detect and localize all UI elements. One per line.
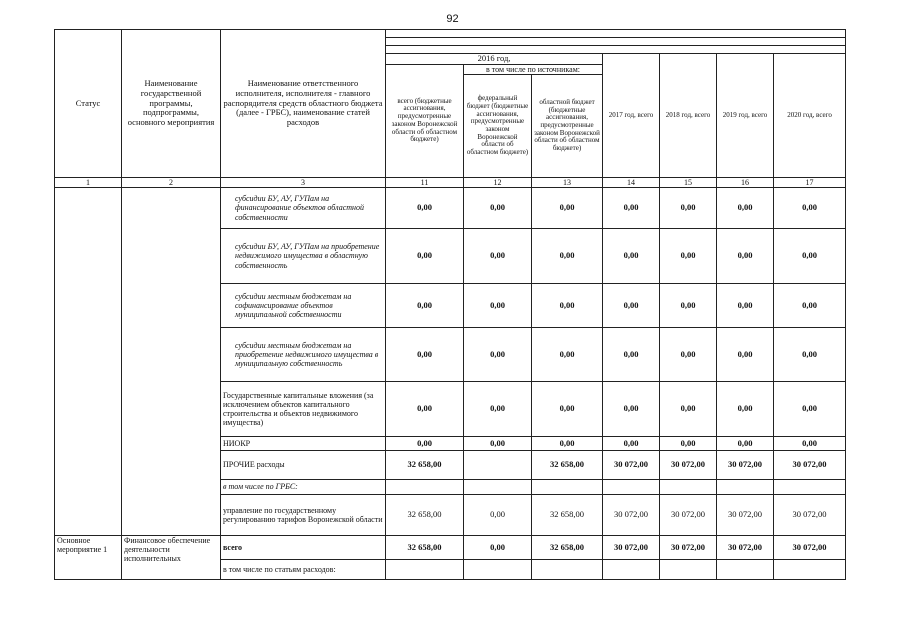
cell-value: 30 072,00 [717,535,774,559]
cell-value: 0,00 [717,381,774,436]
cell-value: 30 072,00 [717,494,774,535]
header-blank-row-2 [386,38,846,46]
cell-value [717,559,774,579]
cell-value: 0,00 [717,436,774,450]
cell-value: 0,00 [603,228,660,283]
cell-value: 32 658,00 [532,494,603,535]
cell-value: 30 072,00 [774,450,846,479]
row-label: Государственные капитальные вложения (за исключением объектов капитального строительства и объектов недвижимого имущества) [221,381,386,436]
cell-value: 0,00 [660,327,717,381]
cell-value: 30 072,00 [603,535,660,559]
cell-value: 32 658,00 [532,450,603,479]
main-event-total-row [55,535,846,559]
cell-value: 30 072,00 [660,535,717,559]
cell-value: 0,00 [532,327,603,381]
cell-value: 0,00 [386,187,464,228]
colnum: 17 [774,177,846,187]
row-label: субсидии местным бюджетам на софинансирование объектов муниципальной собственности [221,283,386,327]
cell-value: 0,00 [386,381,464,436]
cell-value: 0,00 [386,436,464,450]
cell-value: 30 072,00 [774,494,846,535]
header-federal: федеральный бюджет (бюджетные ассигнования, предусмотренные законом Воронежской области об областном бюджете) [464,74,532,177]
cell-value: 0,00 [717,327,774,381]
status-cell-empty [55,187,122,535]
header-executor: Наименование ответственного исполнителя, исполнителя - главного распорядителя средств областного бюджета (далее - ГРБС), наименование статей расходов [221,30,386,178]
cell-value: 0,00 [774,381,846,436]
cell-value: 0,00 [717,283,774,327]
cell-value: 0,00 [464,535,532,559]
cell-value: 0,00 [774,327,846,381]
cell-value: 0,00 [464,327,532,381]
row-label: в том числе по статьям расходов: [221,559,386,579]
cell-value: 0,00 [464,228,532,283]
colnum: 16 [717,177,774,187]
cell-value: 0,00 [774,187,846,228]
header-total-2016: всего (бюджетные ассигнования, предусмотренные законом Воронежской области об областном бюджете) [386,64,464,177]
cell-value: 0,00 [717,228,774,283]
cell-value: 0,00 [603,327,660,381]
header-incl-sources: в том числе по источникам: [464,64,603,74]
header-2018: 2018 год, всего [660,54,717,178]
cell-value [464,450,532,479]
cell-value [464,559,532,579]
colnum: 11 [386,177,464,187]
program-cell-empty [122,187,221,535]
cell-value [603,479,660,494]
cell-value: 0,00 [660,436,717,450]
cell-value [717,479,774,494]
cell-value: 32 658,00 [386,535,464,559]
cell-value: 0,00 [532,381,603,436]
cell-value: 30 072,00 [774,535,846,559]
cell-value: 0,00 [386,327,464,381]
cell-value: 0,00 [660,381,717,436]
cell-value [660,559,717,579]
cell-value [774,479,846,494]
cell-value: 30 072,00 [660,494,717,535]
cell-value: 0,00 [464,494,532,535]
cell-value [532,479,603,494]
cell-value: 0,00 [603,381,660,436]
main-event-name: Финансовое обеспечение деятельности исполнительных [122,535,221,579]
row-label: субсидии БУ, АУ, ГУПам на приобретение недвижимого имущества в областную собственность [221,228,386,283]
cell-value [774,559,846,579]
cell-value: 0,00 [603,283,660,327]
cell-value: 0,00 [386,283,464,327]
cell-value: 30 072,00 [660,450,717,479]
cell-value: 0,00 [386,228,464,283]
cell-value: 0,00 [464,187,532,228]
row-label: НИОКР [221,436,386,450]
row-label: субсидии местным бюджетам на приобретение недвижимого имущества в муниципальную собственность [221,327,386,381]
main-event-status: Основное мероприятие 1 [55,535,122,579]
cell-value: 0,00 [660,187,717,228]
cell-value: 0,00 [660,228,717,283]
row-label: всего [221,535,386,559]
row-label: субсидии БУ, АУ, ГУПам на финансирование объектов областной собственности [221,187,386,228]
cell-value: 0,00 [603,436,660,450]
colnum: 2 [122,177,221,187]
table-row [55,187,846,228]
colnum: 14 [603,177,660,187]
cell-value: 30 072,00 [603,494,660,535]
cell-value: 0,00 [464,436,532,450]
cell-value: 0,00 [774,228,846,283]
page-number: 92 [446,13,459,25]
cell-value: 0,00 [660,283,717,327]
cell-value: 0,00 [532,228,603,283]
cell-value: 0,00 [464,283,532,327]
column-numbers-row [55,177,846,187]
cell-value: 0,00 [603,187,660,228]
cell-value [603,559,660,579]
cell-value: 0,00 [774,436,846,450]
colnum: 1 [55,177,122,187]
cell-value: 32 658,00 [532,535,603,559]
colnum: 15 [660,177,717,187]
row-label: ПРОЧИЕ расходы [221,450,386,479]
cell-value: 0,00 [532,283,603,327]
cell-value: 0,00 [532,187,603,228]
colnum: 3 [221,177,386,187]
cell-value [386,479,464,494]
header-year-2016: 2016 год, [386,54,603,65]
colnum: 12 [464,177,532,187]
row-label: в том числе по ГРБС: [221,479,386,494]
header-blank-row-3 [386,46,846,54]
cell-value [660,479,717,494]
cell-value: 0,00 [717,187,774,228]
header-blank-row-1 [386,30,846,38]
cell-value: 30 072,00 [717,450,774,479]
cell-value: 32 658,00 [386,450,464,479]
header-2020: 2020 год, всего [774,54,846,178]
cell-value [532,559,603,579]
header-status: Статус [55,30,122,178]
header-regional: областной бюджет (бюджетные ассигнования, предусмотренные законом Воронежской области об областном бюджете) [532,74,603,177]
cell-value: 0,00 [464,381,532,436]
colnum: 13 [532,177,603,187]
budget-table [54,29,846,580]
header-program: Наименование государственной программы, подпрограммы, основного мероприятия [122,30,221,178]
header-2019: 2019 год, всего [717,54,774,178]
cell-value: 0,00 [532,436,603,450]
cell-value: 32 658,00 [386,494,464,535]
header-2017: 2017 год, всего [603,54,660,178]
cell-value [464,479,532,494]
cell-value: 0,00 [774,283,846,327]
cell-value [386,559,464,579]
cell-value: 30 072,00 [603,450,660,479]
row-label: управление по государственному регулированию тарифов Воронежской области [221,494,386,535]
